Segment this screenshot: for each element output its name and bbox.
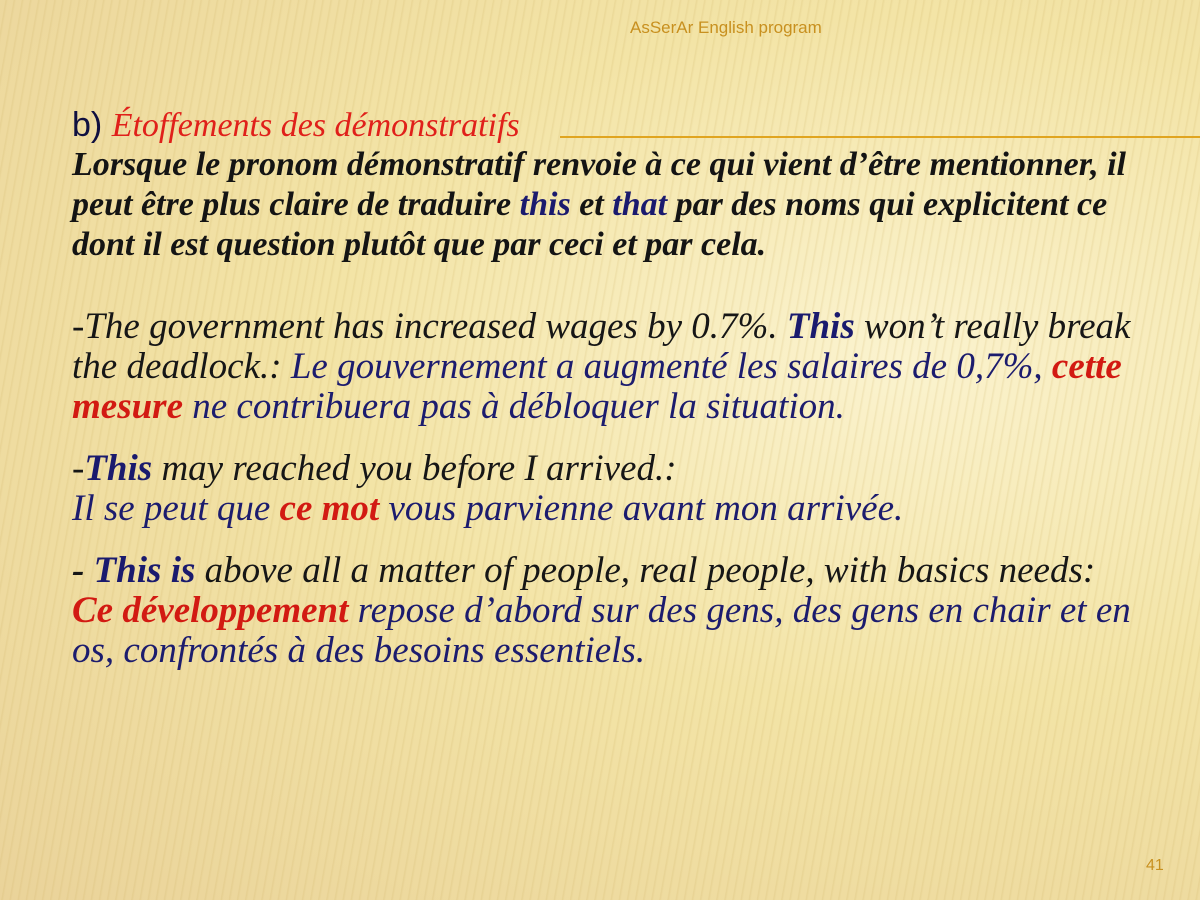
example-1-fr-key: cette mesure bbox=[72, 346, 1122, 427]
example-2-en-dash: - bbox=[72, 448, 85, 489]
examples-list bbox=[72, 307, 1152, 671]
example-3-en-dash: - bbox=[72, 550, 94, 591]
example-3-en-key: This bbox=[93, 550, 162, 591]
section-heading bbox=[72, 106, 1152, 145]
example-1-en-key: This bbox=[786, 306, 855, 347]
example-2-fr-key: ce mot bbox=[279, 488, 380, 529]
heading-title: Étoffements des démonstratifs bbox=[111, 107, 520, 144]
example-2-fr-pre: Il se peut que bbox=[72, 488, 280, 529]
example-3-en-post: above all a matter of people, real people, with basics needs: bbox=[195, 550, 1096, 591]
slide-header: AsSerAr English program bbox=[630, 18, 822, 37]
example-1-en-post: won’t really break the deadlock.: bbox=[72, 306, 1131, 387]
slide-content bbox=[72, 106, 1152, 693]
example-1-en-pre: -The government has increased wages by 0.7%. bbox=[72, 306, 787, 347]
example-2 bbox=[72, 449, 1152, 529]
example-3-en-is: is bbox=[161, 550, 196, 591]
example-1-fr-post: ne contribuera pas à débloquer la situation. bbox=[183, 386, 845, 427]
example-3-fr-post: repose d’abord sur des gens, des gens en chair et en os, confrontés à des besoins essentiels. bbox=[72, 590, 1131, 671]
page-number: 41 bbox=[1146, 857, 1164, 874]
example-2-en-key: This bbox=[84, 448, 153, 489]
heading-prefix: b) bbox=[72, 106, 112, 144]
intro-that: that bbox=[612, 186, 668, 223]
example-2-fr-post: vous parvienne avant mon arrivée. bbox=[379, 488, 904, 529]
intro-text-1: Lorsque le pronom démonstratif renvoie à ce qui vient d’être mentionner, il peut être plus claire de traduire bbox=[72, 146, 1126, 223]
intro-this: this bbox=[519, 186, 571, 223]
example-3-fr-key: Ce développement bbox=[72, 590, 349, 631]
example-3 bbox=[72, 551, 1152, 671]
intro-paragraph bbox=[72, 145, 1152, 265]
example-2-en-post: may reached you before I arrived.: bbox=[152, 448, 677, 489]
intro-text-2: par des noms qui explicitent ce dont il est question plutôt que par ceci et par cela. bbox=[72, 186, 1108, 263]
example-1 bbox=[72, 307, 1152, 427]
intro-and: et bbox=[570, 186, 613, 223]
example-1-fr-pre: Le gouvernement a augmenté les salaires de 0,7%, bbox=[290, 346, 1052, 387]
